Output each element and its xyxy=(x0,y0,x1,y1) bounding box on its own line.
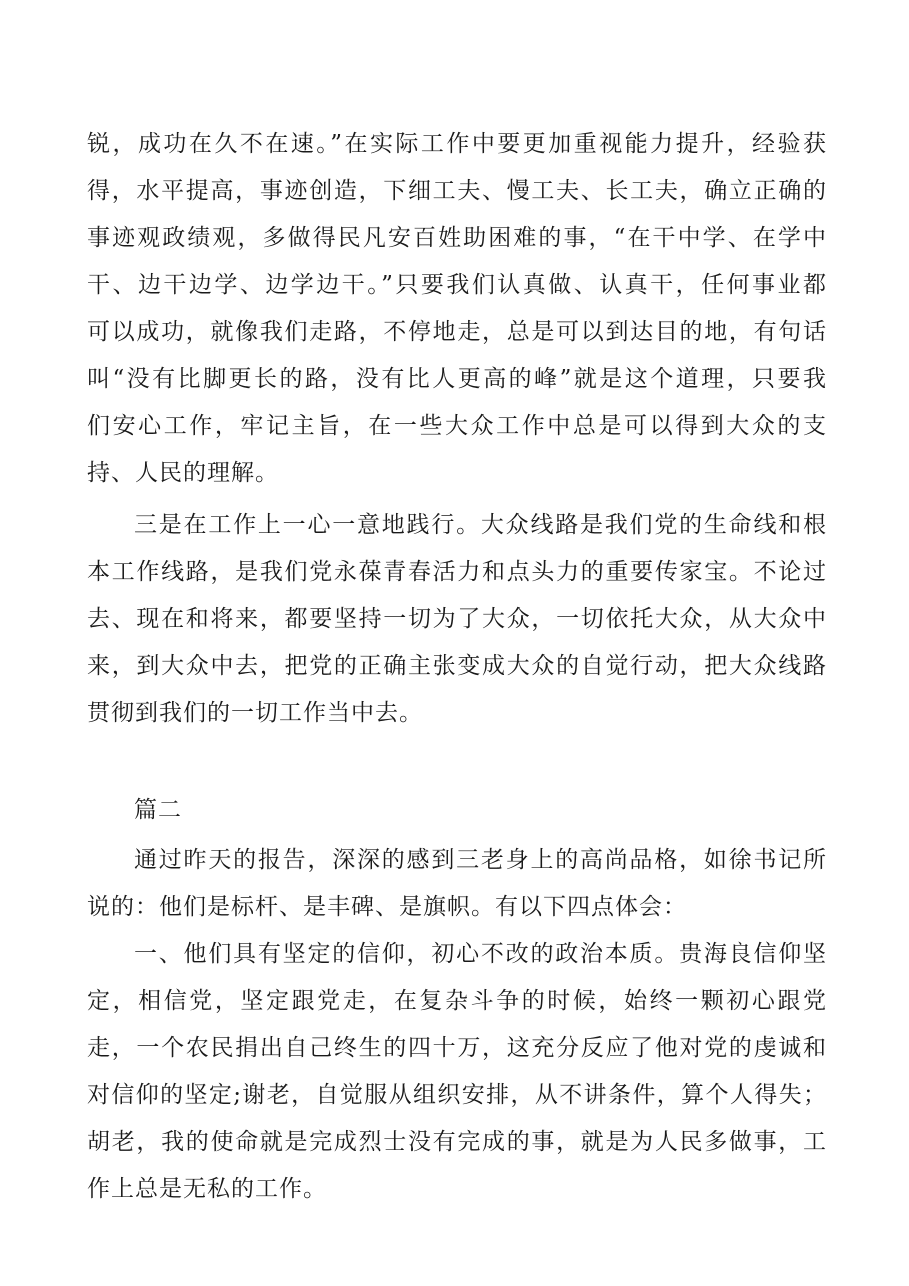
section-title: 篇二 xyxy=(134,797,182,823)
text-line: 持、人民的理解。 xyxy=(87,460,279,486)
text-line: 事迹观政绩观，多做得民凡安百姓助困难的事，“在干中学、在学中 xyxy=(87,225,827,251)
text-line: 叫“没有比脚更长的路，没有比人更高的峰”就是这个道理，只要我 xyxy=(87,366,827,392)
text-line: 锐，成功在久不在速。”在实际工作中要更加重视能力提升，经验获 xyxy=(87,131,827,157)
text-line: 得，水平提高，事迹创造，下细工夫、慢工夫、长工夫，确立正确的 xyxy=(87,178,827,204)
text-line: 可以成功，就像我们走路，不停地走，总是可以到达目的地，有句话 xyxy=(87,319,827,345)
text-line: 走，一个农民捐出自己终生的四十万，这充分反应了他对党的虔诚和 xyxy=(87,1035,827,1061)
text-line: 说的：他们是标杆、是丰碑、是旗帜。有以下四点体会： xyxy=(87,894,687,920)
text-line: 通过昨天的报告，深深的感到三老身上的高尚品格，如徐书记所 xyxy=(134,847,827,873)
text-line: 去、现在和将来，都要坚持一切为了大众，一切依托大众，从大众中 xyxy=(87,606,827,632)
text-line: 来，到大众中去，把党的正确主张变成大众的自觉行动，把大众线路 xyxy=(87,653,827,679)
text-line: 们安心工作，牢记主旨，在一些大众工作中总是可以得到大众的支 xyxy=(87,413,827,439)
text-line: 三是在工作上一心一意地践行。大众线路是我们党的生命线和根 xyxy=(134,512,827,538)
text-line: 定，相信党，坚定跟党走，在复杂斗争的时候，始终一颗初心跟党 xyxy=(87,988,827,1014)
text-line: 对信仰的坚定;谢老，自觉服从组织安排，从不讲条件，算个人得失； xyxy=(87,1082,827,1108)
text-line: 胡老，我的使命就是完成烈士没有完成的事，就是为人民多做事，工 xyxy=(87,1129,827,1155)
text-line: 干、边干边学、边学边干。”只要我们认真做、认真干，任何事业都 xyxy=(87,272,827,298)
text-line: 贯彻到我们的一切工作当中去。 xyxy=(87,700,423,726)
text-line: 作上总是无私的工作。 xyxy=(87,1176,327,1202)
text-line: 一、他们具有坚定的信仰，初心不改的政治本质。贵海良信仰坚 xyxy=(134,941,827,967)
text-line: 本工作线路，是我们党永葆青春活力和点头力的重要传家宝。不论过 xyxy=(87,559,827,585)
